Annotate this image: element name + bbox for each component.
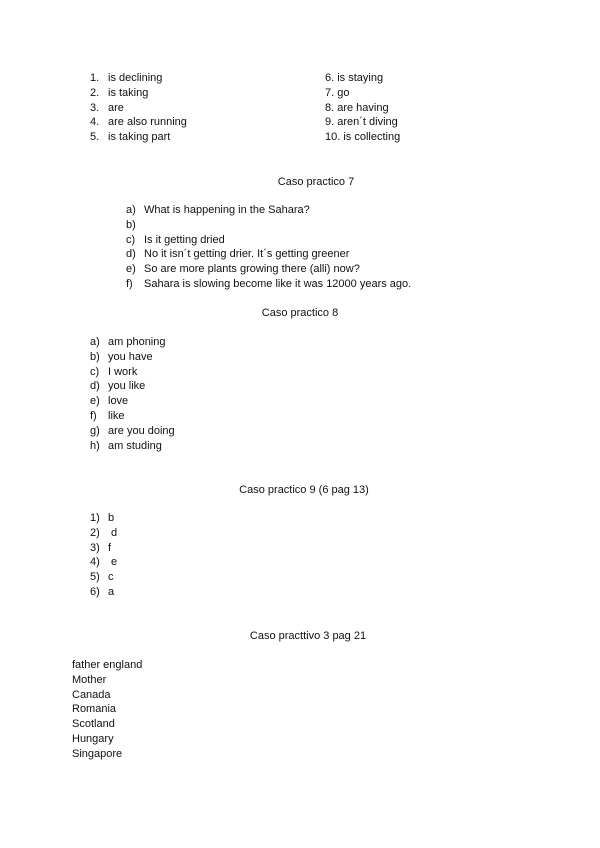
list-marker: 6): [90, 585, 100, 598]
list-item: [90, 115, 310, 130]
list-item: [90, 71, 310, 86]
list-marker: 5.: [90, 131, 100, 144]
list-item: [90, 365, 290, 380]
list-text: No it isn´t getting drier. It´s getting greener: [144, 248, 350, 261]
list-marker: f): [90, 409, 97, 422]
list-text: you like: [108, 380, 146, 393]
list-marker: b): [90, 350, 100, 363]
list-item: [90, 424, 290, 439]
list-item: Scotland: [72, 718, 115, 731]
list-item: Mother: [72, 673, 107, 686]
list-item: father england: [72, 659, 143, 671]
list-item: [90, 409, 290, 424]
list-marker: d): [126, 248, 136, 261]
list-item: [90, 335, 290, 350]
list-item: 8. are having: [325, 101, 389, 114]
list-item: Singapore: [72, 747, 123, 760]
list-text: So are more plants growing there (alli) now?: [144, 263, 360, 276]
list-text: is taking: [108, 86, 149, 99]
list-text: am phoning: [108, 336, 166, 348]
list-marker: c): [126, 233, 136, 246]
list-marker: 3): [90, 541, 100, 554]
list-text: are also running: [108, 116, 187, 129]
list-text: b: [108, 512, 115, 524]
list-text: f: [108, 541, 112, 554]
caso9-title: Caso practico 9 (6 pag 13): [239, 484, 369, 496]
list-item: [126, 247, 446, 262]
list-item: 6. is staying: [325, 72, 384, 84]
list-text: a: [108, 585, 115, 598]
caso3-list: [72, 658, 272, 762]
list-marker: 4.: [90, 116, 100, 129]
list-item: [126, 218, 446, 233]
list-item: [90, 570, 190, 585]
list-item: [90, 394, 290, 409]
list-text: is declining: [108, 72, 163, 84]
list-item: [126, 262, 446, 277]
list-marker: e): [90, 395, 100, 408]
list-item: [90, 130, 310, 145]
answers-left-list: [90, 71, 310, 145]
list-marker: 3.: [90, 101, 100, 114]
list-item: 9. aren´t diving: [325, 116, 398, 129]
caso9-list: [90, 511, 190, 600]
list-item: [90, 86, 310, 101]
caso8-list: [90, 335, 290, 453]
list-item: 7. go: [325, 86, 350, 99]
list-item: Romania: [72, 703, 117, 716]
list-marker: 5): [90, 571, 100, 584]
list-item: [90, 350, 290, 365]
list-item: [90, 541, 190, 556]
list-text: I work: [108, 365, 138, 378]
list-item: [90, 511, 190, 526]
list-item: [126, 203, 446, 218]
caso8-title: Caso practico 8: [261, 307, 339, 319]
list-text: love: [108, 395, 129, 408]
caso3-title: Caso practtivo 3 pag 21: [249, 630, 367, 642]
list-marker: d): [90, 380, 100, 393]
list-text: c: [108, 571, 114, 584]
list-item: [90, 439, 290, 454]
caso7-title: Caso practico 7: [277, 176, 355, 188]
list-text: Sahara is slowing become like it was 12000 years ago.: [144, 277, 412, 290]
list-text: like: [108, 409, 125, 422]
list-item: [90, 379, 290, 394]
list-marker: 1): [90, 512, 100, 524]
list-marker: 2): [90, 526, 100, 539]
list-text: are: [108, 101, 124, 114]
list-text: you have: [108, 350, 153, 363]
list-marker: a): [126, 204, 136, 216]
list-item: [90, 526, 190, 541]
list-text: are you doing: [108, 424, 175, 437]
list-item: [126, 277, 446, 292]
caso7-list: [126, 203, 446, 292]
list-marker: b): [126, 218, 136, 231]
list-marker: 4): [90, 556, 100, 569]
list-item: [90, 585, 190, 600]
list-marker: h): [90, 439, 100, 452]
list-text: d: [111, 526, 118, 539]
answers-right-list: [325, 71, 525, 145]
list-marker: 1.: [90, 72, 100, 84]
list-text: Is it getting dried: [144, 233, 225, 246]
list-text: am studing: [108, 439, 162, 452]
list-marker: g): [90, 424, 100, 437]
list-marker: 2.: [90, 86, 100, 99]
list-item: [90, 101, 310, 116]
list-item: [90, 555, 190, 570]
list-marker: c): [90, 365, 100, 378]
list-item: 10. is collecting: [325, 131, 401, 144]
list-text: What is happening in the Sahara?: [144, 204, 310, 216]
list-marker: e): [126, 263, 136, 276]
list-item: Canada: [72, 688, 111, 701]
list-item: Hungary: [72, 732, 114, 745]
list-marker: f): [126, 277, 133, 290]
list-marker: a): [90, 336, 100, 348]
list-text: is taking part: [108, 131, 171, 144]
list-item: [126, 233, 446, 248]
list-text: e: [111, 556, 118, 569]
